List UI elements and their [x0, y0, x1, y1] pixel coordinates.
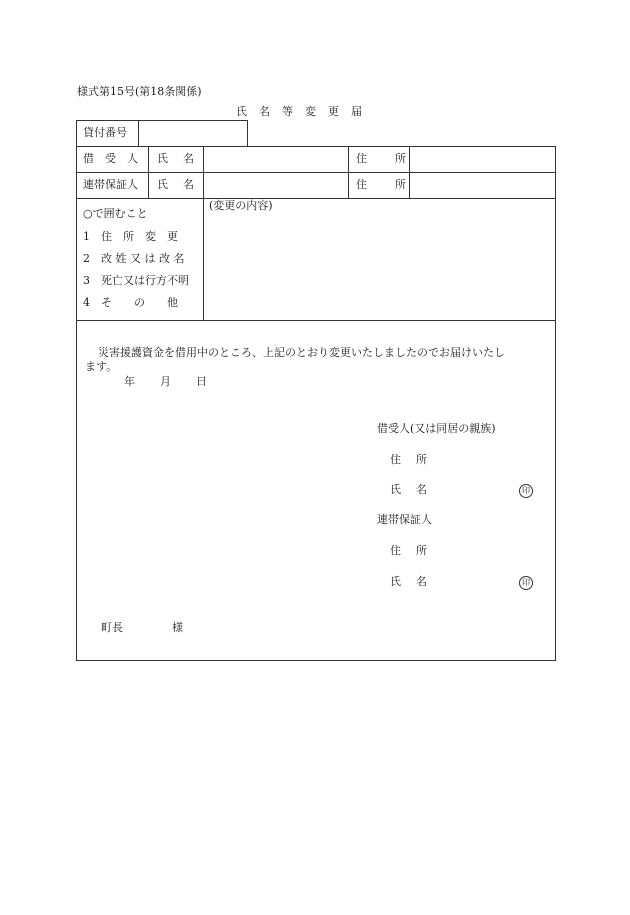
- addressee-honorific: 様: [172, 621, 183, 634]
- seal-icon: 印: [519, 576, 533, 590]
- options-instruction: ○で囲むこと: [83, 207, 148, 220]
- guarantor-address-field[interactable]: [414, 177, 550, 193]
- guarantor-signature-address-label: 住 所: [390, 544, 429, 557]
- borrower-signature-name-label: 氏 名: [390, 483, 429, 496]
- guarantor-signature-name-label: 氏 名: [390, 575, 429, 588]
- borrower-signature-address-label: 住 所: [390, 453, 429, 466]
- statement-date[interactable]: 年 月 日: [124, 375, 208, 388]
- addressee-title: 町長: [101, 621, 123, 634]
- borrower-address-label: 住 所: [356, 152, 408, 165]
- borrower-address-field[interactable]: [414, 151, 550, 167]
- option-item[interactable]: 2 改 姓 又 は 改 名: [83, 252, 185, 265]
- option-item[interactable]: 4 そ の 他: [83, 296, 178, 309]
- guarantor-signature-heading: 連帯保証人: [377, 513, 432, 526]
- option-item[interactable]: 1 住 所 変 更: [83, 230, 178, 243]
- guarantor-name-label: 氏 名: [157, 178, 196, 191]
- form-number: 様式第15号(第18条関係): [77, 85, 202, 98]
- borrower-role-label: 借 受 人: [83, 152, 138, 165]
- borrower-name-field[interactable]: [207, 151, 343, 167]
- statement-line1: 災害援護資金を借用中のところ、上記のとおり変更いたしましたのでお届けいたし: [98, 346, 505, 359]
- change-details-field[interactable]: [209, 216, 549, 314]
- form-title: 氏 名 等 変 更 届: [236, 105, 363, 118]
- borrower-signature-heading: 借受人(又は同居の親族): [377, 422, 496, 435]
- borrower-name-label: 氏 名: [157, 152, 196, 165]
- guarantor-seal-icon: [519, 575, 533, 590]
- borrower-seal-icon: [519, 483, 533, 498]
- seal-icon: 印: [519, 484, 533, 498]
- change-details-label: (変更の内容): [209, 199, 273, 212]
- loan-number-field[interactable]: [142, 126, 242, 142]
- statement-line2: ます。: [85, 360, 118, 373]
- loan-number-label: 貸付番号: [83, 126, 127, 139]
- guarantor-role-label: 連帯保証人: [83, 178, 138, 191]
- guarantor-name-field[interactable]: [207, 177, 343, 193]
- option-item[interactable]: 3 死亡又は行方不明: [83, 274, 189, 287]
- guarantor-address-label: 住 所: [356, 178, 408, 191]
